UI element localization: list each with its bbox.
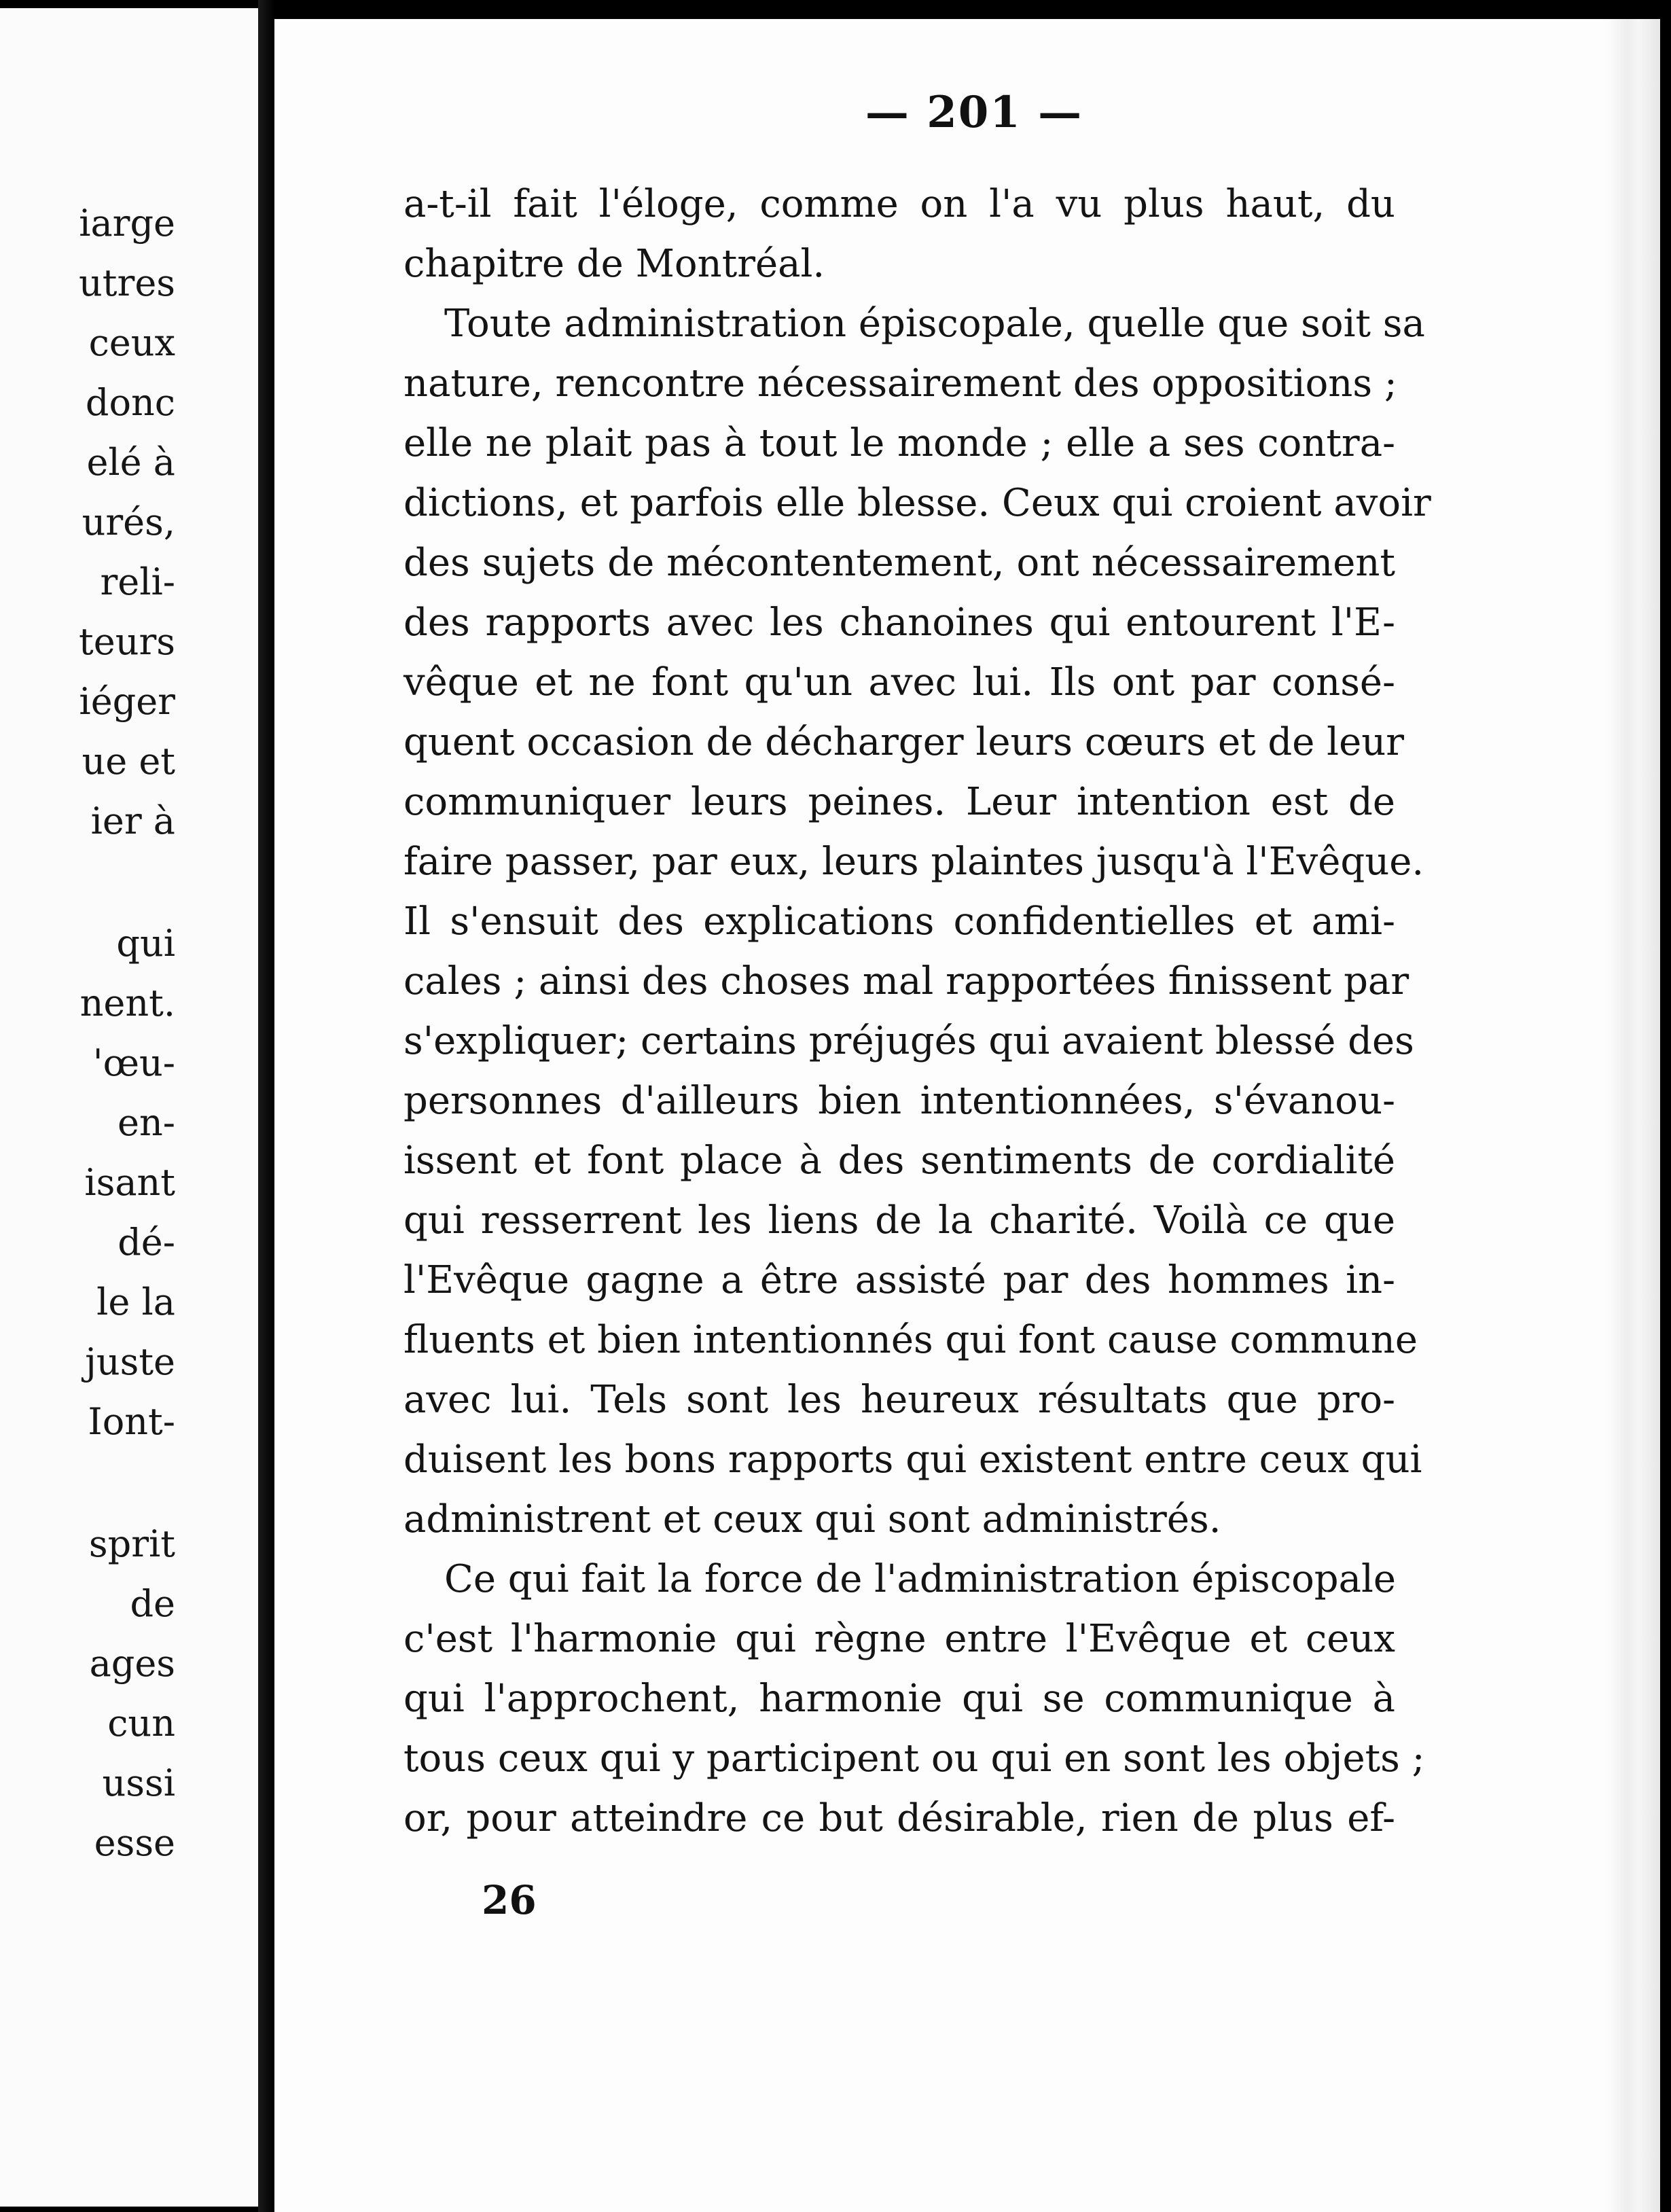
body-line: tous ceux qui y participent ou qui en sont les objets ; (403, 1736, 1425, 1781)
left-page-line: reli- (100, 560, 175, 603)
body-line: fluents et bien intentionnés qui font cause commune (403, 1318, 1418, 1362)
left-page-line: iéger (79, 680, 175, 723)
left-page-line: de (130, 1582, 175, 1625)
body-line: nature, rencontre nécessairement des oppositions ; (403, 361, 1397, 406)
book-gutter (258, 0, 274, 2212)
left-page-line: nent. (79, 982, 175, 1024)
left-page-line: ceux (88, 321, 175, 364)
left-page-line: utres (79, 262, 175, 304)
body-line: cales ; ainsi des choses mal rapportées finissent par (403, 959, 1409, 1003)
left-page-line: ages (89, 1642, 175, 1685)
body-line: personnes d'ailleurs bien intentionnées, s'évanou- (403, 1079, 1395, 1123)
body-line: des rapports avec les chanoines qui entourent l'E- (403, 601, 1395, 645)
body-line: qui l'approchent, harmonie qui se communique à (403, 1677, 1395, 1721)
left-page-line: esse (94, 1821, 175, 1864)
body-line: issent et font place à des sentiments de cordialité (403, 1139, 1395, 1183)
body-line: dictions, et parfois elle blesse. Ceux qui croient avoir (403, 481, 1431, 525)
left-page-line: dé- (118, 1221, 175, 1264)
left-page-line: ier à (90, 800, 175, 842)
left-page-line: le la (96, 1281, 175, 1323)
left-page-line: donc (85, 381, 175, 424)
page-edge (1606, 19, 1660, 2212)
left-page-line: Iont- (88, 1400, 175, 1443)
left-page-line: sprit (88, 1522, 175, 1565)
body-line: a-t-il fait l'éloge, comme on l'a vu plus haut, du (403, 182, 1395, 226)
body-line: des sujets de mécontentement, ont nécessairement (403, 541, 1395, 585)
page-number: — 201 — (865, 87, 1083, 138)
body-line: faire passer, par eux, leurs plaintes jusqu'à l'Evêque. (403, 840, 1424, 884)
left-page-line: isant (84, 1161, 175, 1204)
left-page-line: 'œu- (92, 1041, 175, 1084)
body-line: Il s'ensuit des explications confidentielles et ami- (403, 899, 1395, 944)
body-line: vêque et ne font qu'un avec lui. Ils ont par consé- (403, 660, 1395, 704)
body-line: or, pour atteindre ce but désirable, rien de plus ef- (403, 1796, 1395, 1840)
body-line: avec lui. Tels sont les heureux résultats que pro- (403, 1378, 1395, 1422)
body-line: chapitre de Montréal. (403, 242, 825, 286)
left-page-line: elé à (86, 441, 175, 484)
body-line: c'est l'harmonie qui règne entre l'Evêque et ceux (403, 1617, 1395, 1661)
left-page-line: urés, (82, 501, 175, 543)
left-page (0, 8, 258, 2207)
body-line: communiquer leurs peines. Leur intention est de (403, 780, 1395, 824)
left-page-line: iarge (79, 202, 175, 245)
left-page-line: en- (118, 1101, 175, 1144)
body-line: qui resserrent les liens de la charité. Voilà ce que (403, 1198, 1395, 1243)
left-page-line: juste (85, 1340, 175, 1383)
body-line: quent occasion de décharger leurs cœurs et de leur (403, 720, 1405, 764)
body-line: administrent et ceux qui sont administrés. (403, 1497, 1221, 1541)
right-page (274, 19, 1660, 2212)
left-page-line: qui (116, 922, 175, 965)
body-line: Ce qui fait la force de l'administration épiscopale (444, 1557, 1397, 1601)
body-line: elle ne plait pas à tout le monde ; elle a ses contra- (403, 421, 1395, 465)
body-line: Toute administration épiscopale, quelle que soit sa (444, 302, 1425, 346)
body-line: duisent les bons rapports qui existent entre ceux qui (403, 1438, 1422, 1482)
left-page-line: ussi (102, 1762, 175, 1804)
left-page-line: ue et (82, 740, 175, 783)
left-page-line: teurs (79, 620, 175, 663)
left-page-line: cun (107, 1702, 175, 1745)
signature-mark: 26 (482, 1877, 537, 1923)
body-line: s'expliquer; certains préjugés qui avaient blessé des (403, 1019, 1414, 1063)
body-line: l'Evêque gagne a être assisté par des hommes in- (403, 1258, 1395, 1302)
